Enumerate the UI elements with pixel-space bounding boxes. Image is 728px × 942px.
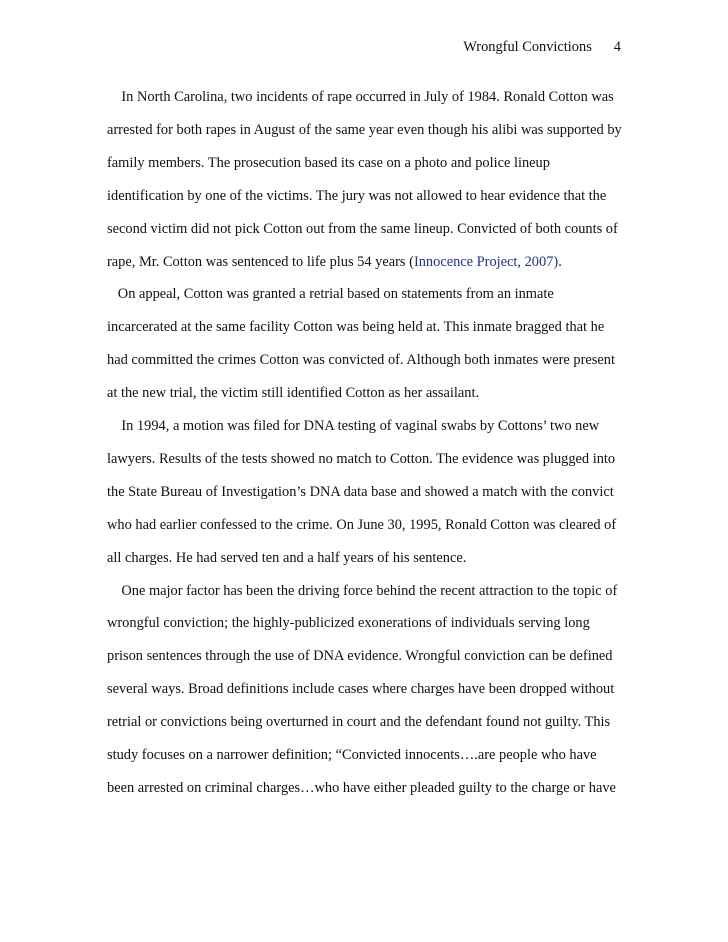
text-line (107, 681, 614, 698)
line-text: who had earlier confessed to the crime. On June 30, 1995, Ronald Cotton was cleared of (107, 516, 617, 533)
line-text: prison sentences through the use of DNA evidence. Wrongful conviction can be defined (107, 648, 613, 665)
running-title: Wrongful Convictions (463, 39, 592, 55)
text-line (107, 122, 622, 139)
line-text: had committed the crimes Cotton was convicted of. Although both inmates were present (107, 352, 615, 369)
text-line (107, 517, 616, 534)
text-line (107, 648, 612, 665)
line-text: at the new trial, the victim still identified Cotton as her assailant. (107, 385, 480, 402)
line-indent (107, 89, 121, 105)
line-text: the State Bureau of Investigation’s DNA data base and showed a match with the convict (107, 483, 614, 500)
text-line (107, 583, 617, 600)
text-line (107, 550, 466, 567)
text-line (107, 254, 562, 271)
text-line (107, 714, 610, 731)
line-indent (107, 418, 121, 434)
line-text: arrested for both rapes in August of the same year even though his alibi was supported by (107, 121, 622, 138)
line-text: In 1994, a motion was filed for DNA testing of vaginal swabs by Cottons’ two new (121, 418, 600, 434)
text-line (107, 780, 616, 797)
line-text: On appeal, Cotton was granted a retrial based on statements from an inmate (117, 286, 554, 303)
line-text: several ways. Broad definitions include cases where charges have been dropped without (107, 681, 615, 698)
line-text: rape, Mr. Cotton was sentenced to life plus 54 years ( (107, 253, 414, 270)
text-line (107, 747, 597, 764)
line-text: family members. The prosecution based its case on a photo and police lineup (107, 154, 550, 171)
text-line (107, 188, 606, 205)
line-text: wrongful conviction; the highly-publicized exonerations of individuals serving long (107, 615, 590, 632)
citation-link[interactable]: Innocence Project, 2007) (413, 253, 559, 270)
line-text: been arrested on criminal charges…who have either pleaded guilty to the charge or have (107, 779, 616, 796)
line-text: identification by one of the victims. The jury was not allowed to hear evidence that the (107, 187, 607, 204)
line-indent (107, 286, 118, 302)
text-line (107, 484, 614, 501)
text-line (107, 155, 550, 172)
text-line (107, 451, 615, 468)
text-line (107, 286, 554, 303)
line-text: retrial or convictions being overturned in court and the defendant found not guilty. This (107, 714, 611, 731)
line-text: all charges. He had served ten and a half years of his sentence. (107, 549, 467, 566)
line-text: incarcerated at the same facility Cotton was being held at. This inmate bragged that he (107, 319, 605, 336)
running-head (463, 39, 621, 56)
line-text: lawyers. Results of the tests showed no match to Cotton. The evidence was plugged into (107, 450, 616, 467)
line-text: second victim did not pick Cotton out from the same lineup. Convicted of both counts of (107, 220, 618, 237)
page-number: 4 (613, 39, 621, 55)
text-line (107, 615, 590, 632)
text-line (107, 385, 479, 402)
text-line (107, 221, 618, 238)
text-line (107, 89, 614, 106)
line-indent (107, 583, 121, 599)
text-line (107, 418, 599, 435)
line-text: study focuses on a narrower definition; “Convicted innocents….are people who have (107, 747, 597, 763)
line-text: One major factor has been the driving force behind the recent attraction to the topic of (121, 582, 618, 599)
line-text-after: . (558, 253, 562, 270)
line-text: In North Carolina, two incidents of rape occurred in July of 1984. Ronald Cotton was (121, 89, 614, 105)
text-line (107, 319, 604, 336)
text-line (107, 352, 615, 369)
